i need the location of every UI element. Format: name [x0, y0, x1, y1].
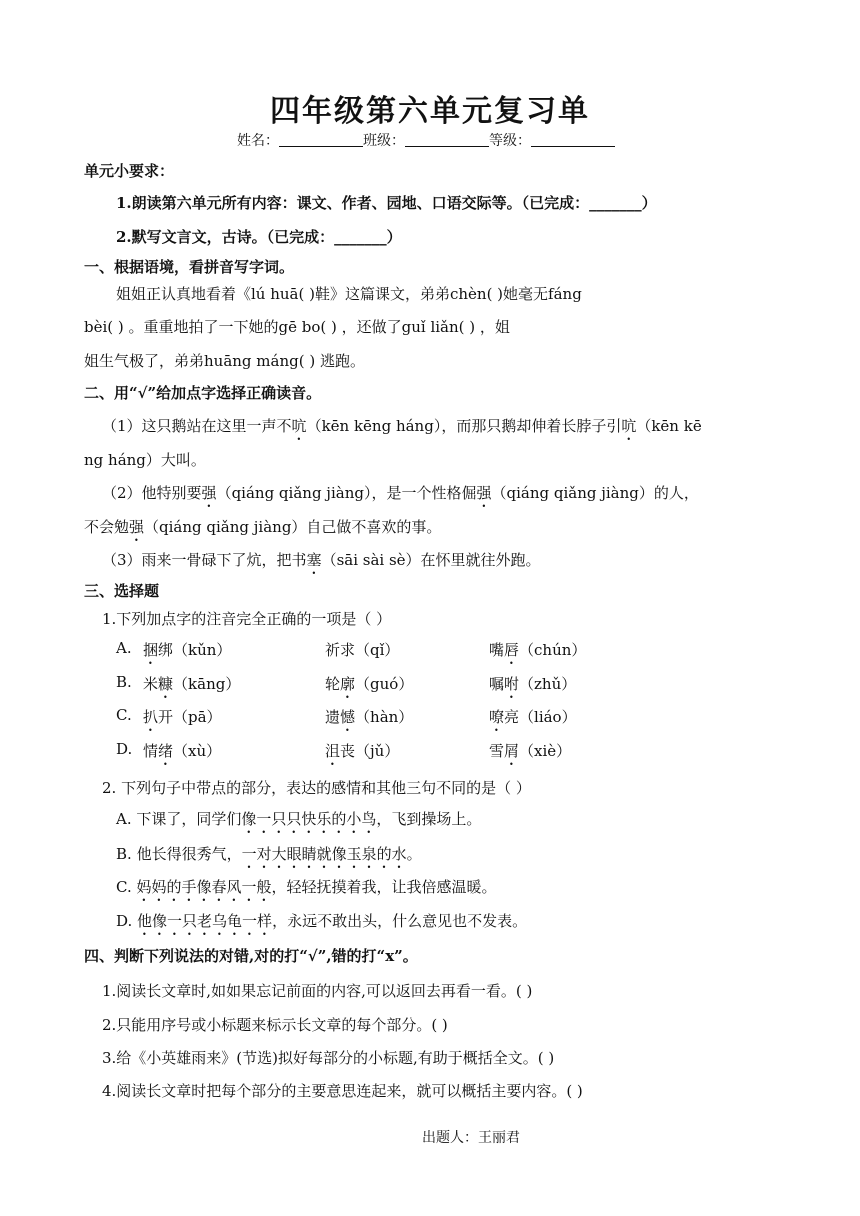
sentence-a: A. 下课了，同学们像一只只快乐的小鸟，飞到操场上。	[116, 810, 482, 828]
text: （kēn kēng háng），而那只鹅却伸着长脖子引	[306, 417, 622, 435]
option-b-word-3: 嘱咐（zhǔ）	[489, 675, 577, 693]
dotted-char: 吭	[621, 417, 637, 435]
section2-q2-line-1	[102, 482, 699, 511]
text: （kēn kē	[636, 417, 702, 435]
option-b-label: B.	[116, 673, 132, 691]
text: （3）雨来一骨碌下了炕，把书	[102, 551, 307, 569]
judge-item-1: 1.阅读长文章时,如如果忘记前面的内容,可以返回去再看一看。( )	[102, 982, 533, 1000]
section2-q1-line-1	[102, 415, 702, 444]
dotted-char: 吭	[291, 417, 307, 435]
section1-line-3: 姐生气极了，弟弟huāng máng( ) 逃跑。	[84, 352, 365, 370]
section2-q3	[102, 549, 541, 578]
option-c-word-2: 遗憾（hàn）	[325, 708, 414, 726]
option-c-label: C.	[116, 706, 132, 724]
sentence-b: B. 他长得很秀气，一对大眼睛就像玉泉的水。	[116, 845, 422, 863]
section3-q2-stem: 2. 下列句子中带点的部分，表达的感情和其他三句不同的是（ ）	[102, 779, 531, 797]
author-footer: 出题人：王丽君	[422, 1130, 520, 1146]
text: （2）他特别要	[102, 484, 202, 502]
text: （qiáng qiǎng jiàng）的人，	[491, 484, 699, 502]
dotted-char: 强	[201, 484, 217, 502]
text: （sāi sài sè）在怀里就往外跑。	[321, 551, 541, 569]
dotted-char: 强	[129, 518, 145, 536]
option-a-word-1: 捆绑（kǔn）	[143, 641, 232, 659]
text: （1）这只鹅站在这里一声不	[102, 417, 292, 435]
name-label: 姓名：	[237, 133, 279, 149]
text: 不会勉	[84, 518, 130, 536]
section2-heading: 二、用“√”给加点字选择正确读音。	[84, 384, 322, 402]
text: （qiáng qiǎng jiàng），是一个性格倔	[216, 484, 477, 502]
dotted-char: 塞	[306, 551, 322, 569]
student-info-line	[237, 130, 615, 150]
dotted-char: 强	[476, 484, 492, 502]
section4-heading: 四、判断下列说法的对错,对的打“√”,错的打“x”。	[84, 947, 418, 965]
text: （qiáng qiǎng jiàng）自己做不喜欢的事。	[144, 518, 442, 536]
requirement-item-1: 1.朗读第六单元所有内容：课文、作者、园地、口语交际等。（已完成：_______）	[116, 194, 657, 212]
judge-item-4: 4.阅读长文章时把每个部分的主要意思连起来，就可以概括主要内容。( )	[102, 1082, 583, 1100]
option-b-word-1: 米糠（kāng）	[143, 675, 241, 693]
option-d-word-1: 情绪（xù）	[143, 742, 222, 760]
option-a-word-2: 祈求（qǐ）	[325, 641, 400, 659]
option-b-word-2: 轮廓（guó）	[325, 675, 414, 693]
requirements-heading: 单元小要求：	[84, 162, 175, 180]
section3-heading: 三、选择题	[84, 582, 160, 600]
option-d-label: D.	[116, 740, 133, 758]
section1-line-1: 姐姐正认真地看着《lú huā( )鞋》这篇课文，弟弟chèn( )她毫无fáng	[116, 285, 582, 303]
section1-line-2: bèi( ) 。重重地拍了一下她的gē bo( ) ，还做了guǐ liǎn( ) ，姐	[84, 318, 510, 336]
judge-item-3: 3.给《小英雄雨来》(节选)拟好每部分的小标题,有助于概括全文。( )	[102, 1049, 555, 1067]
section2-q1-line-2: ng háng）大叫。	[84, 451, 206, 469]
grade-label: 等级：	[489, 133, 531, 149]
option-c-word-3: 嘹亮（liáo）	[489, 708, 577, 726]
option-a-label: A.	[116, 639, 132, 657]
judge-item-2: 2.只能用序号或小标题来标示长文章的每个部分。( )	[102, 1016, 448, 1034]
option-d-word-2: 沮丧（jǔ）	[325, 742, 400, 760]
class-blank[interactable]	[405, 132, 489, 147]
page-title: 四年级第六单元复习单	[270, 94, 590, 129]
section1-heading: 一、根据语境，看拼音写字词。	[84, 258, 295, 276]
section2-q2-line-2	[84, 516, 441, 545]
grade-blank[interactable]	[531, 132, 615, 147]
sentence-c: C. 妈妈的手像春风一般，轻轻抚摸着我，让我倍感温暖。	[116, 878, 497, 896]
option-c-word-1: 扒开（pā）	[143, 708, 222, 726]
section3-q1-stem: 1.下列加点字的注音完全正确的一项是（ ）	[102, 610, 392, 628]
option-a-word-3: 嘴唇（chún）	[489, 641, 587, 659]
class-label: 班级：	[363, 133, 405, 149]
option-d-word-3: 雪屑（xiè）	[489, 742, 572, 760]
name-blank[interactable]	[279, 132, 363, 147]
requirement-item-2: 2.默写文言文，古诗。（已完成：_______）	[116, 228, 402, 246]
sentence-d: D. 他像一只老乌龟一样，永远不敢出头，什么意见也不发表。	[116, 912, 528, 930]
